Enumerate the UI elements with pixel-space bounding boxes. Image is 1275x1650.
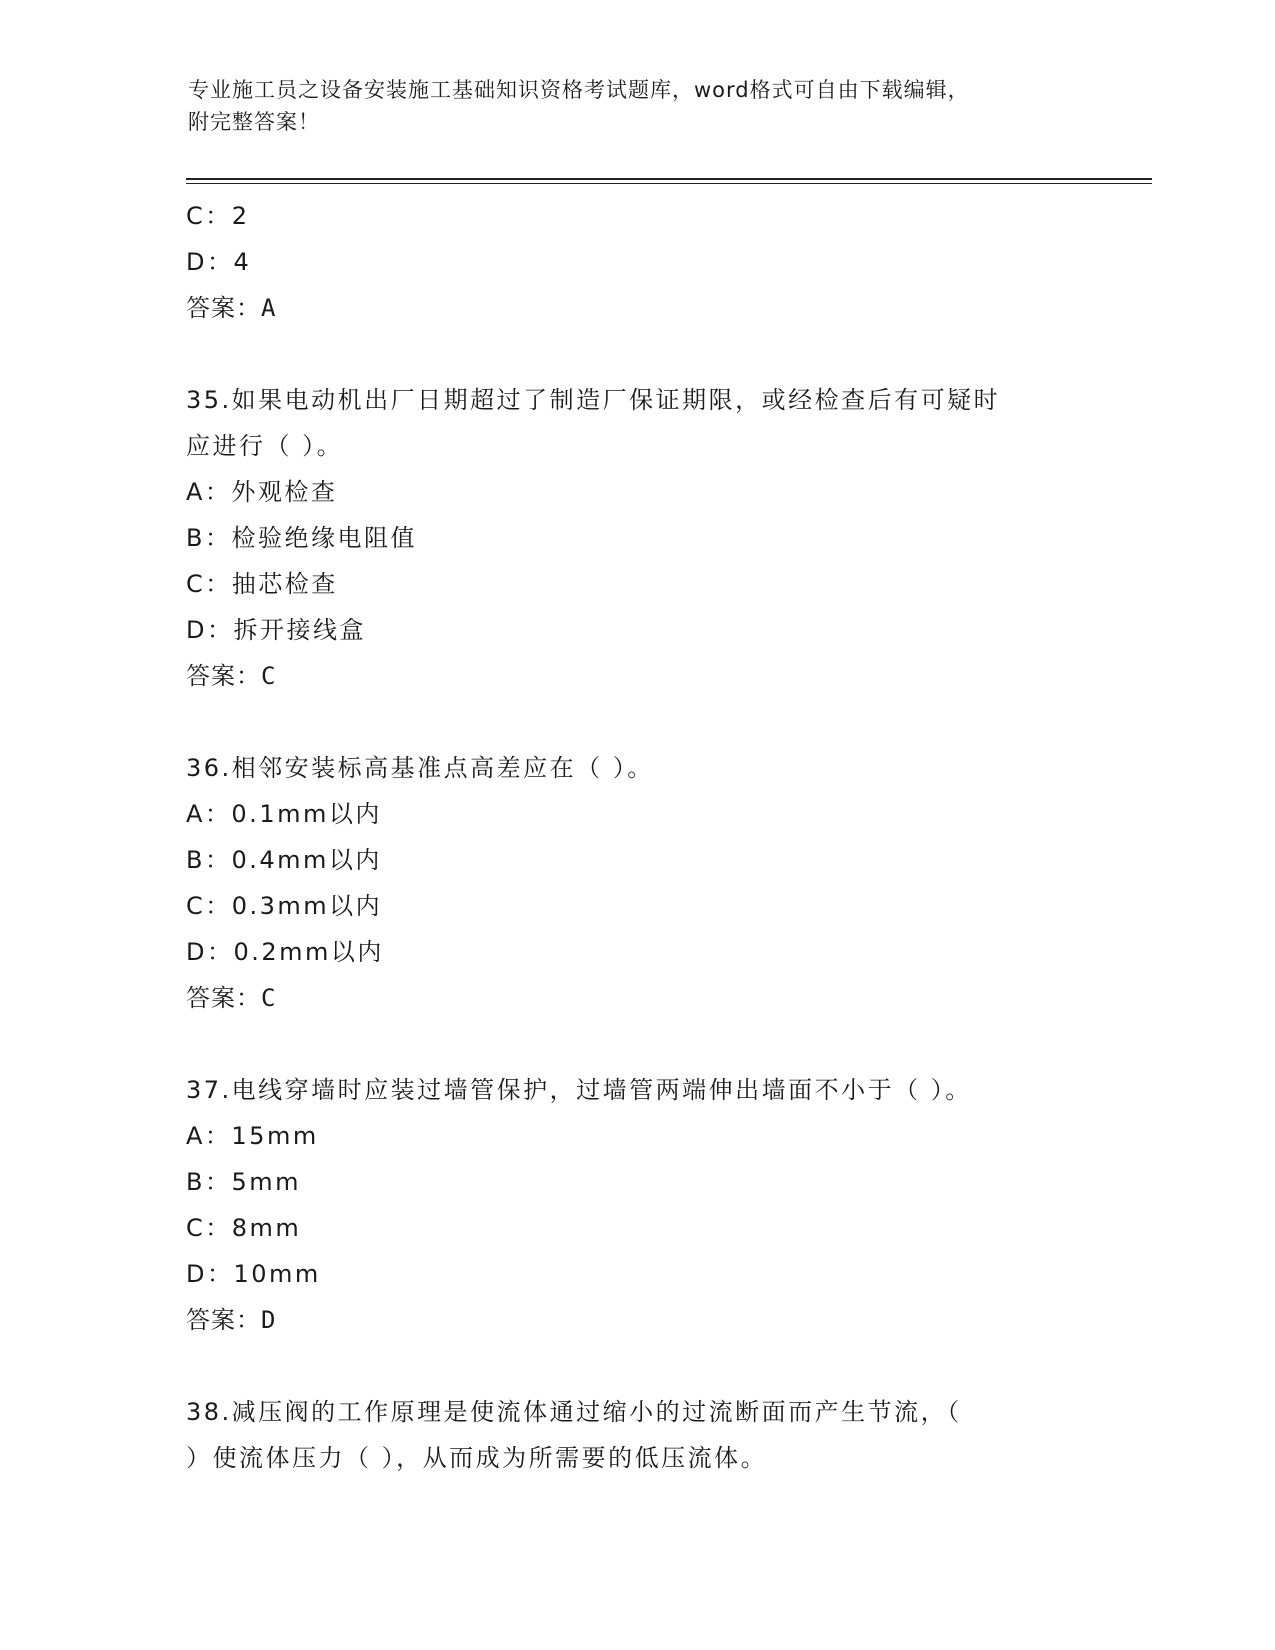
option-b: B：检验绝缘电阻值 [186,524,417,552]
option-c: C：2 [186,202,250,230]
option-b: B：5mm [186,1168,301,1196]
header-divider-thick [186,178,1152,180]
option-c: C：8mm [186,1214,302,1242]
prev-question-block [186,193,1086,331]
option-a: A：外观检查 [186,478,338,506]
document-header [188,74,1088,138]
option-d: D：拆开接线盒 [186,616,366,644]
header-divider-thin [186,183,1152,184]
option-c: C：0.3mm以内 [186,892,383,920]
question-36 [186,745,1086,1021]
question-35 [186,377,1086,699]
header-line-2: 附完整答案！ [188,110,320,134]
question-text-line-2: 应进行（ ）。 [186,432,344,460]
question-text-line-1: 36.相邻安装标高基准点高差应在（ ）。 [186,754,654,782]
option-b: B：0.4mm以内 [186,846,382,874]
answer: 答案：D [186,1306,277,1334]
answer: 答案：C [186,984,277,1012]
question-list [186,193,1086,1481]
option-d: D：10mm [186,1260,321,1288]
question-text-line-1: 37.电线穿墙时应装过墙管保护，过墙管两端伸出墙面不小于（ ）。 [186,1076,972,1104]
header-line-1: 专业施工员之设备安装施工基础知识资格考试题库，word格式可自由下载编辑， [188,78,970,102]
answer: 答案：C [186,662,277,690]
option-d: D：4 [186,248,252,276]
answer: 答案：A [186,294,277,322]
question-38 [186,1389,1086,1481]
option-a: A：15mm [186,1122,319,1150]
question-text-line-2: ）使流体压力（ ），从而成为所需要的低压流体。 [186,1444,768,1472]
option-c: C：抽芯检查 [186,570,338,598]
question-text-line-1: 38.减压阀的工作原理是使流体通过缩小的过流断面而产生节流，（ [186,1398,962,1426]
option-d: D：0.2mm以内 [186,938,384,966]
question-text-line-1: 35.如果电动机出厂日期超过了制造厂保证期限，或经检查后有可疑时 [186,386,1001,414]
option-a: A：0.1mm以内 [186,800,382,828]
question-37 [186,1067,1086,1343]
